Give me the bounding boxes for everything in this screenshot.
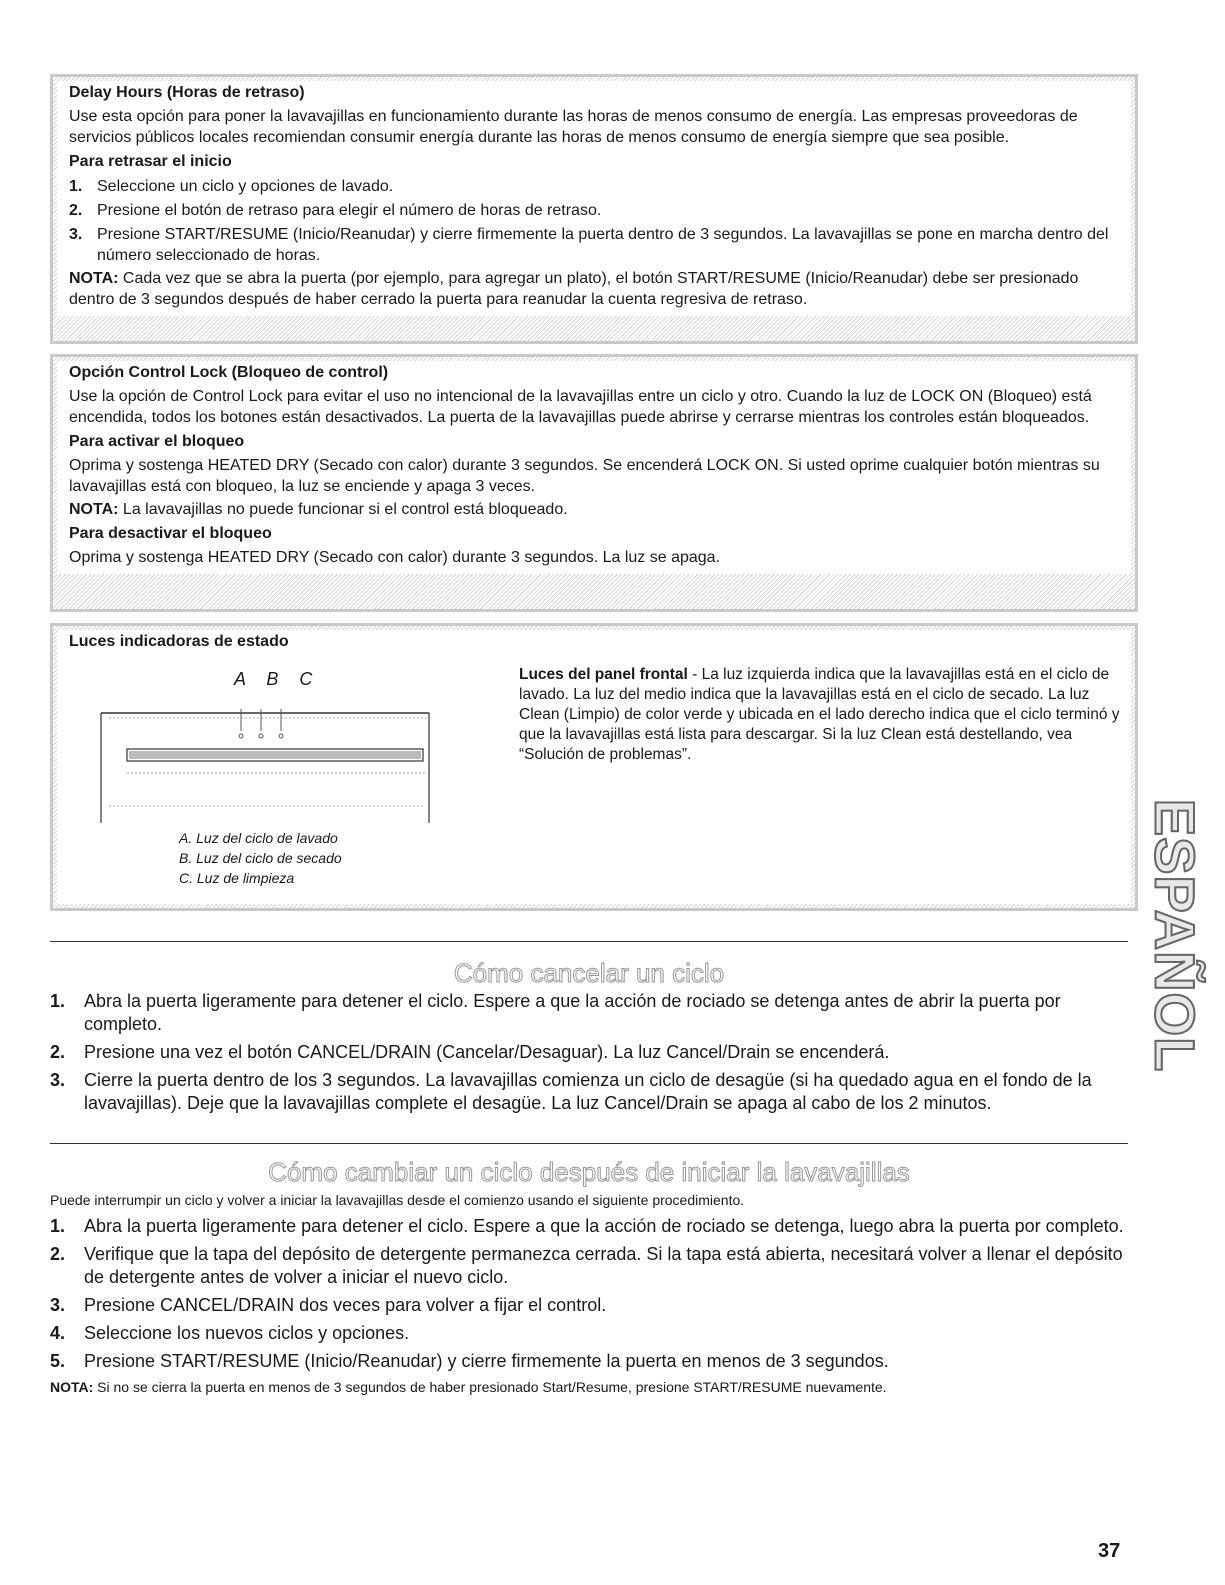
status-panel-row xyxy=(69,661,1121,886)
control-panel-illustration xyxy=(99,661,479,886)
list-item: 1. Seleccione un ciclo y opciones de lavado. xyxy=(69,178,394,195)
control-lock-title: Opción Control Lock (Bloqueo de control) xyxy=(69,362,396,384)
delay-hours-title: Delay Hours (Horas de retraso) xyxy=(69,82,313,104)
list-item: 2. Presione el botón de retraso para elegir el número de horas de retraso. xyxy=(69,202,602,219)
abc-labels: A B C xyxy=(234,669,321,689)
list-item: 2. Verifique que la tapa del depósito de detergente permanezca cerrada. Si la tapa está abierta, necesitará volver a llenar el depósito de detergente antes de volver a iniciar el nuevo ciclo. xyxy=(50,1244,1123,1287)
change-note: NOTA: Si no se cierra la puerta en menos de 3 segundos de haber presionado Start/Resume, presione START/RESUME nuevamente. xyxy=(50,1379,887,1395)
list-item: 5. Presione START/RESUME (Inicio/Reanudar) y cierre firmemente la puerta en menos de 3 segundos. xyxy=(50,1351,889,1371)
status-lights-box xyxy=(50,623,1138,911)
list-item: 3. Presione CANCEL/DRAIN dos veces para volver a fijar el control. xyxy=(50,1295,607,1315)
control-lock-intro: Use la opción de Control Lock para evitar el uso no intencional de la lavavajillas entre un ciclo y otro. Cuando la luz de LOCK ON (Bloqueo) está encendida, todos los botones están desactivados. La puerta de la lavavajillas puede abrirse y cerrarse mientras los controles están bloqueados. xyxy=(69,388,1092,426)
language-side-tab xyxy=(1140,800,1210,1070)
list-item: 4. Seleccione los nuevos ciclos y opciones. xyxy=(50,1323,410,1343)
list-item: 2. Presione una vez el botón CANCEL/DRAIN (Cancelar/Desaguar). La luz Cancel/Drain se encenderá. xyxy=(50,1042,890,1062)
cancel-steps-list xyxy=(50,990,1130,1120)
list-item: 1. Abra la puerta ligeramente para detener el ciclo. Espere a que la acción de rociado se detenga antes de abrir la puerta por completo. xyxy=(50,991,1061,1034)
change-steps-list xyxy=(50,1191,1130,1396)
page-number: 37 xyxy=(1098,1540,1121,1562)
delay-hours-box xyxy=(50,74,1138,344)
delay-note: NOTA: Cada vez que se abra la puerta (por ejemplo, para agregar un plato), el botón START/RESUME (Inicio/Reanudar) debe ser presionado dentro de 3 segundos después de haber cerrado la puerta para reanudar la cuenta regresiva de retraso. xyxy=(69,270,1079,308)
list-item: 3. Presione START/RESUME (Inicio/Reanudar) y cierre firmemente la puerta dentro de 3 segundos. La lavavajillas se pone en marcha dentro del número seleccionado de horas. xyxy=(69,226,1109,264)
status-lights-title: Luces indicadoras de estado xyxy=(69,631,297,653)
front-panel-lights-text: Luces del panel frontal - La luz izquierda indica que la lavavajillas está en el ciclo de lavado. La luz del medio indica que la lavavajillas está en el ciclo de secado. La luz Clean (Limpio) de color verde y ubicada en el lado derecho indica que el ciclo terminó y que la lavavajillas está lista para descargar. Si la luz Clean está destellando, vea “Solución de problemas”. xyxy=(519,666,1120,763)
section-divider xyxy=(50,941,1128,942)
section-divider xyxy=(50,1143,1128,1144)
lock-on-text: Oprima y sostenga HEATED DRY (Secado con calor) durante 3 segundos. Se encenderá LOCK ON. Si usted oprime cualquier botón mientras su lavavajillas está con bloqueo, la luz se enciende y apaga 3 veces. xyxy=(69,457,1100,495)
lock-on-subtitle: Para activar el bloqueo xyxy=(69,433,245,450)
dishwasher-panel-drawing xyxy=(99,691,479,831)
lock-off-subtitle: Para desactivar el bloqueo xyxy=(69,525,272,542)
delay-start-subtitle: Para retrasar el inicio xyxy=(69,153,232,170)
control-lock-box xyxy=(50,354,1138,612)
list-item: 3. Cierre la puerta dentro de los 3 segundos. La lavavajillas comienza un ciclo de desagüe (si ha quedado agua en el fondo de la lavavajillas). Deje que la lavavajillas complete el desagüe. La luz Cancel/Drain se apaga al cabo de los 2 minutos. xyxy=(50,1070,1092,1113)
lock-note: NOTA: La lavavajillas no puede funcionar si el control está bloqueado. xyxy=(69,501,568,518)
change-section-title: Cómo cambiar un ciclo después de iniciar la lavavajillas xyxy=(268,1157,910,1187)
figure-captions: A. Luz del ciclo de lavado B. Luz del ciclo de secado C. Luz de limpieza xyxy=(179,830,342,886)
change-intro: Puede interrumpir un ciclo y volver a iniciar la lavavajillas desde el comienzo usando el siguiente procedimiento. xyxy=(50,1192,745,1208)
delay-hours-intro: Use esta opción para poner la lavavajillas en funcionamiento durante las horas de menos consumo de energía. Las empresas proveedoras de servicios públicos locales recomiendan consumir energía durante las horas de menos consumo de energía siempre que sea posible. xyxy=(69,108,1078,146)
lock-off-text: Oprima y sostenga HEATED DRY (Secado con calor) durante 3 segundos. La luz se apaga. xyxy=(69,549,721,566)
list-item: 1. Abra la puerta ligeramente para detener el ciclo. Espere a que la acción de rociado se detenga, luego abra la puerta por completo. xyxy=(50,1216,1124,1236)
cancel-section-title: Cómo cancelar un ciclo xyxy=(453,958,725,988)
language-tab-label: ESPAÑOL xyxy=(1143,798,1207,1072)
